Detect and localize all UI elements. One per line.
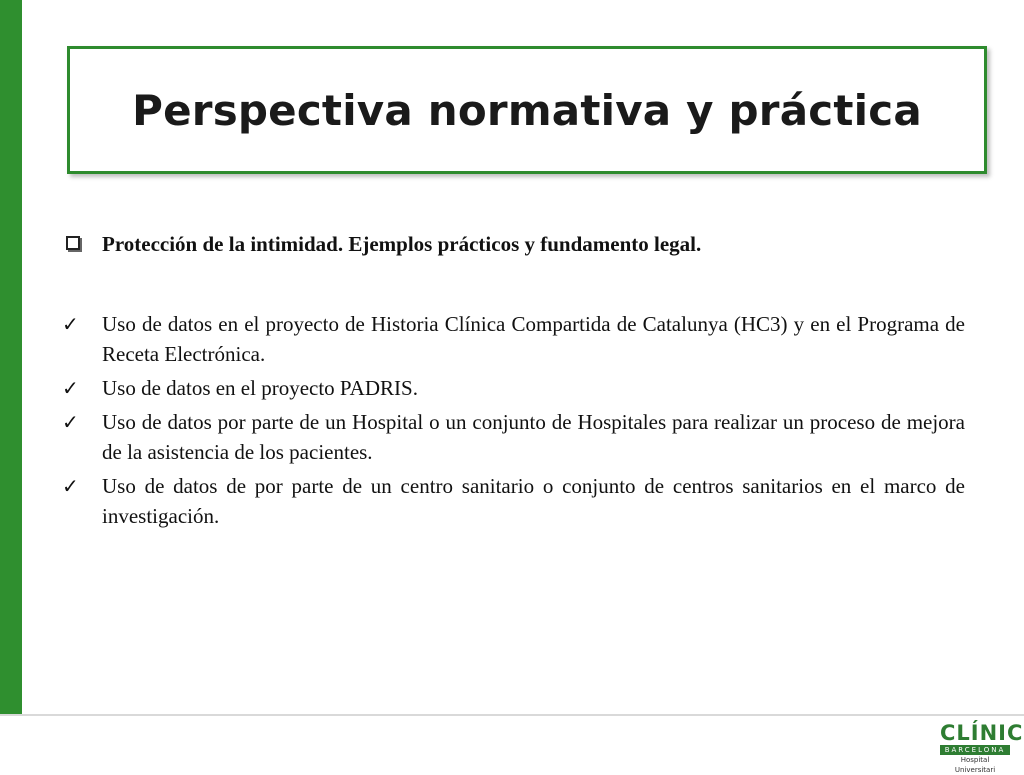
list-item-text: Uso de datos en el proyecto PADRIS. xyxy=(102,376,418,400)
checkmark-icon: ✓ xyxy=(62,376,79,400)
logo-city: BARCELONA xyxy=(940,745,1010,755)
checkmark-icon: ✓ xyxy=(62,312,79,336)
section-heading-text: Protección de la intimidad. Ejemplos prácticos y fundamento legal. xyxy=(102,232,702,256)
clinic-logo xyxy=(940,721,1024,775)
list-item-text: Uso de datos de por parte de un centro sanitario o conjunto de centros sanitarios en el marco de investigación. xyxy=(102,474,965,528)
list-item-text: Uso de datos en el proyecto de Historia Clínica Compartida de Catalunya (HC3) y en el Programa de Receta Electrónica. xyxy=(102,312,965,366)
list-item xyxy=(60,373,965,403)
checkmark-icon: ✓ xyxy=(62,474,79,498)
square-bullet-icon xyxy=(66,236,80,250)
slide-title: Perspectiva normativa y práctica xyxy=(132,85,922,135)
slide-content xyxy=(60,232,965,535)
list-item-text: Uso de datos por parte de un Hospital o un conjunto de Hospitales para realizar un proceso de mejora de la asistencia de los pacientes. xyxy=(102,410,965,464)
logo-name: CLÍNIC xyxy=(940,721,1024,745)
left-accent-bar xyxy=(0,0,22,716)
list-item xyxy=(60,407,965,467)
checkmark-icon: ✓ xyxy=(62,410,79,434)
list-item xyxy=(60,309,965,369)
list-item xyxy=(60,471,965,531)
footer-divider xyxy=(0,714,1024,716)
section-heading xyxy=(60,232,965,257)
bullet-list xyxy=(60,309,965,531)
logo-subtitle: Hospital Universitari xyxy=(954,756,996,774)
title-box xyxy=(67,46,987,174)
